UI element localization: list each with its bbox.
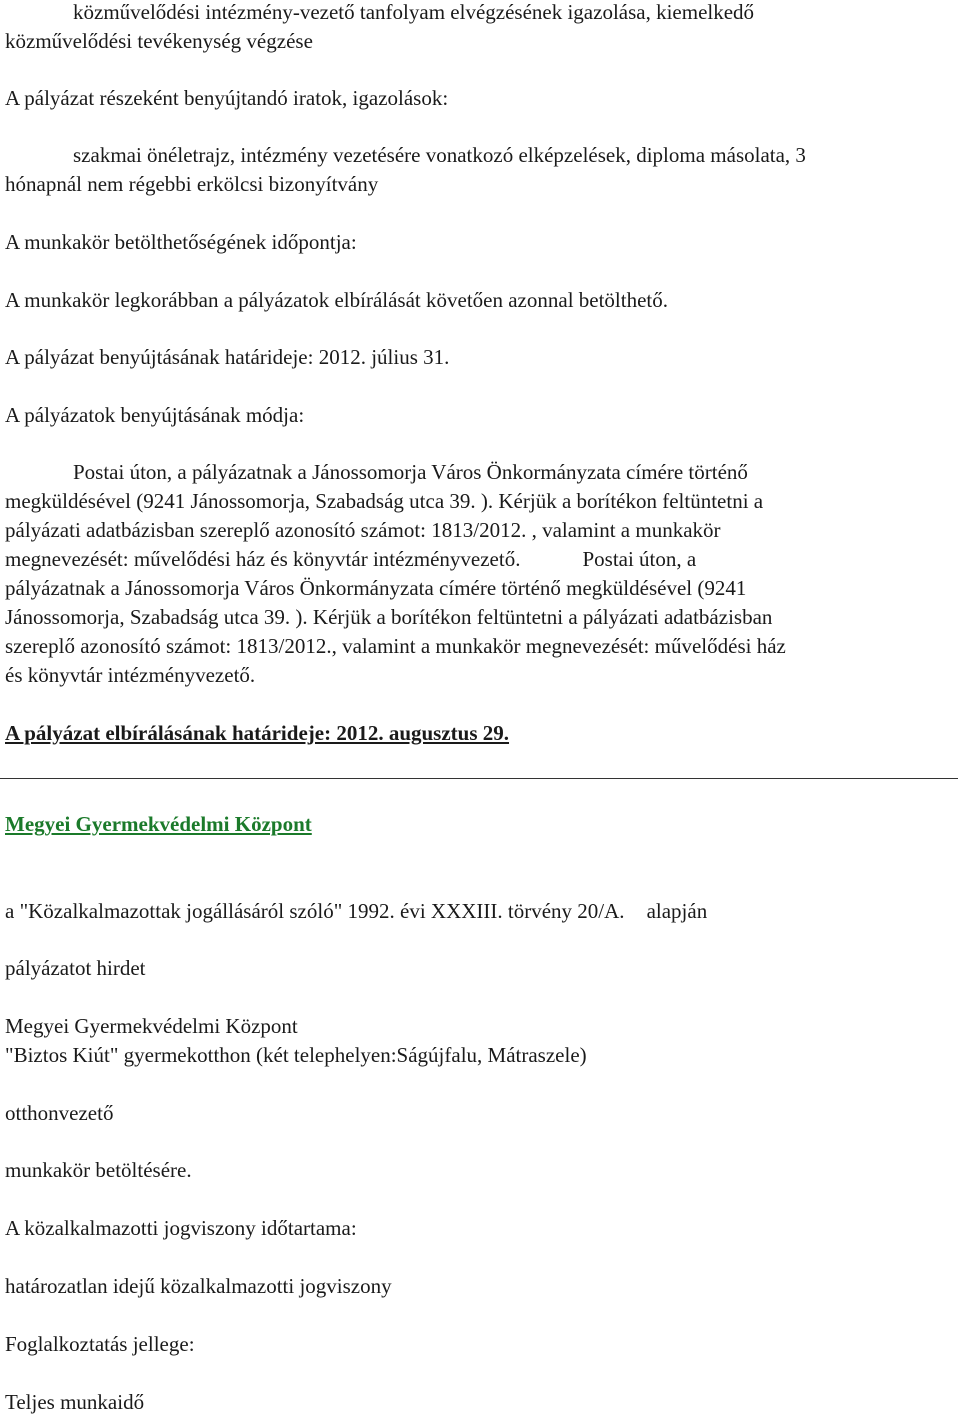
docs-item-line-1: szakmai önéletrajz, intézmény vezetésére vonatkozó elképzelések, diploma másolata, 3	[73, 143, 806, 167]
method-heading: A pályázatok benyújtásának módja:	[5, 403, 305, 427]
start-heading: A munkakör betölthetőségének időpontja:	[5, 230, 357, 254]
duration-heading: A közalkalmazotti jogviszony időtartama:	[5, 1216, 357, 1240]
org-line-2: "Biztos Kiút" gyermekotthon (két telephelyen:Ságújfalu, Mátraszele)	[5, 1043, 587, 1067]
docs-heading: A pályázat részeként benyújtandó iratok, igazolások:	[5, 86, 449, 110]
law-reference	[5, 897, 707, 926]
law-text-suffix: alapján	[646, 899, 708, 923]
section-divider	[0, 778, 958, 779]
method-line-6: Jánossomorja, Szabadság utca 39. ). Kérjük a borítékon feltüntetni a pályázati adatbázisban	[5, 605, 773, 629]
method-line-8: és könyvtár intézményvezető.	[5, 663, 256, 687]
method-line-2: megküldésével (9241 Jánossomorja, Szabadság utca 39. ). Kérjük a borítékon feltüntetni a	[5, 489, 764, 513]
position-suffix: munkakör betöltésére.	[5, 1158, 192, 1182]
method-line-1: Postai úton, a pályázatnak a Jánossomorja Város Önkormányzata címére történő	[73, 460, 748, 484]
qualification-line-1: közművelődési intézmény-vezető tanfolyam elvégzésének igazolása, kiemelkedő	[73, 0, 755, 24]
duration-text: határozatlan idejű közalkalmazotti jogviszony	[5, 1274, 392, 1298]
org-line-1: Megyei Gyermekvédelmi Központ	[5, 1014, 298, 1038]
evaluation-deadline: A pályázat elbírálásának határideje: 2012. augusztus 29.	[5, 721, 510, 745]
qualification-item	[5, 0, 754, 27]
employment-text: Teljes munkaidő	[5, 1390, 145, 1414]
method-line-4	[5, 545, 696, 574]
law-text: a "Közalkalmazottak jogállásáról szóló" 1992. évi XXXIII. törvény 20/A.	[5, 899, 625, 923]
submission-deadline: A pályázat benyújtásának határideje: 2012. július 31.	[5, 345, 450, 369]
docs-item	[5, 141, 806, 170]
method-line-3: pályázati adatbázisban szereplő azonosító számot: 1813/2012. , valamint a munkakör	[5, 518, 721, 542]
qualification-line-2: közművelődési tevékenység végzése	[5, 29, 313, 53]
method-item	[5, 458, 748, 487]
method-line-5: pályázatnak a Jánossomorja Város Önkormányzata címére történő megküldésével (9241	[5, 576, 747, 600]
position-title: otthonvezető	[5, 1101, 114, 1125]
method-line-7: szereplő azonosító számot: 1813/2012., valamint a munkakör megnevezését: művelődési ház	[5, 634, 786, 658]
method-line-4b: Postai úton, a	[582, 547, 697, 571]
announce-text: pályázatot hirdet	[5, 956, 146, 980]
method-line-4a: megnevezését: művelődési ház és könyvtár intézményvezető.	[5, 547, 521, 571]
docs-item-line-2: hónapnál nem régebbi erkölcsi bizonyítvány	[5, 172, 379, 196]
section-heading-link[interactable]: Megyei Gyermekvédelmi Központ	[5, 812, 312, 836]
employment-heading: Foglalkoztatás jellege:	[5, 1332, 195, 1356]
start-text: A munkakör legkorábban a pályázatok elbírálását követően azonnal betölthető.	[5, 288, 669, 312]
